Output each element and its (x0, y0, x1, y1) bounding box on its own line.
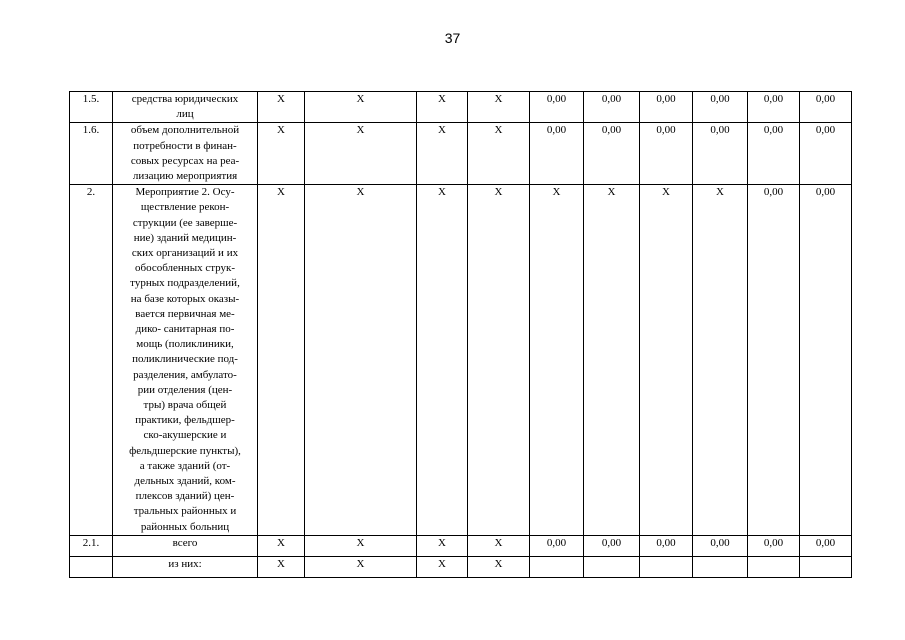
table-cell: X (417, 185, 468, 536)
table-cell: 0,00 (584, 123, 640, 185)
table-cell: X (584, 185, 640, 536)
table-cell: 0,00 (530, 535, 584, 556)
table-cell: X (258, 535, 305, 556)
table-cell: X (468, 123, 530, 185)
table-row (70, 185, 852, 536)
table-cell (800, 556, 852, 577)
table-cell: X (258, 556, 305, 577)
table-cell: X (305, 185, 417, 536)
table-cell: 0,00 (748, 123, 800, 185)
table-cell: 0,00 (530, 123, 584, 185)
row-description: всего (113, 535, 258, 556)
table-cell: 0,00 (748, 92, 800, 123)
table-row (70, 123, 852, 185)
table-cell: 0,00 (693, 535, 748, 556)
table-cell: 0,00 (693, 92, 748, 123)
table-cell: 0,00 (640, 535, 693, 556)
row-number: 1.5. (70, 92, 113, 123)
table-cell: X (468, 535, 530, 556)
row-description: Мероприятие 2. Осу- ществление рекон- струкции (ее заверше- ние) зданий медицин- ских организаций и их обособленных струк- турных подразделений, на базе которых оказы- вается первичная ме- дико- санитарная по- мощь (поликлиники, поликлинические под- разделения, амбулато- рии отделения (цен- тры) врача общей практики, фельдшер- ско-акушерские и фельдшерские пункты), а также зданий (от- дельных зданий, ком- плексов зданий) цен- тральных районных и районных больниц (113, 185, 258, 536)
table-row (70, 92, 852, 123)
table-cell: X (417, 556, 468, 577)
page-number: 37 (444, 30, 461, 46)
table-cell: X (305, 556, 417, 577)
table-cell: X (640, 185, 693, 536)
row-description: средства юридических лиц (113, 92, 258, 123)
table-cell: X (258, 123, 305, 185)
table-cell: X (468, 556, 530, 577)
table-cell: X (530, 185, 584, 536)
table-cell: 0,00 (800, 92, 852, 123)
table-cell: X (258, 92, 305, 123)
table-row (70, 556, 852, 577)
table-cell: 0,00 (693, 123, 748, 185)
table-cell: X (305, 92, 417, 123)
table-cell: 0,00 (800, 185, 852, 536)
row-description: из них: (113, 556, 258, 577)
table-row (70, 535, 852, 556)
budget-table (69, 91, 852, 578)
row-number: 2.1. (70, 535, 113, 556)
table-cell: 0,00 (584, 92, 640, 123)
table-cell (584, 556, 640, 577)
table-cell: X (693, 185, 748, 536)
row-number: 2. (70, 185, 113, 536)
table-cell: 0,00 (800, 535, 852, 556)
table-cell: X (417, 535, 468, 556)
row-number: 1.6. (70, 123, 113, 185)
table-cell (530, 556, 584, 577)
table-cell: X (468, 185, 530, 536)
row-description: объем дополнительной потребности в финан- совых ресурсах на реа- лизацию мероприятия (113, 123, 258, 185)
table-cell: X (258, 185, 305, 536)
table-cell: X (305, 123, 417, 185)
table-cell: X (417, 92, 468, 123)
table-cell (748, 556, 800, 577)
table-cell: X (417, 123, 468, 185)
table-cell: X (305, 535, 417, 556)
table-cell: 0,00 (640, 92, 693, 123)
table-cell: X (468, 92, 530, 123)
table-cell: 0,00 (640, 123, 693, 185)
table-cell (640, 556, 693, 577)
table-body (70, 92, 852, 578)
table-cell: 0,00 (530, 92, 584, 123)
table-cell: 0,00 (800, 123, 852, 185)
table-cell (693, 556, 748, 577)
row-number (70, 556, 113, 577)
table-cell: 0,00 (584, 535, 640, 556)
table-cell: 0,00 (748, 535, 800, 556)
table-cell: 0,00 (748, 185, 800, 536)
